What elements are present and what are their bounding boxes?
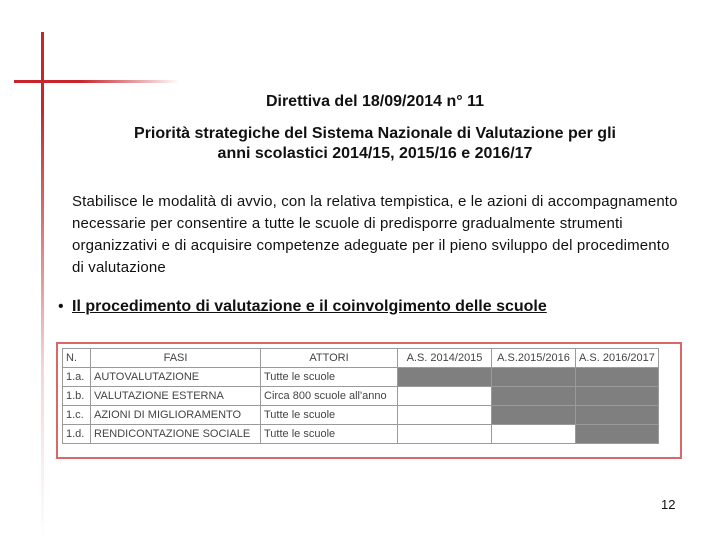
slide-subtitle: Priorità strategiche del Sistema Nazionale di Valutazione per gli anni scolastici 2014/15, 2015/16 e 2016/17 [134,125,616,162]
phases-table [62,348,659,444]
table-row [63,406,659,425]
row-phase: VALUTAZIONE ESTERNA [91,387,261,406]
table-header-row [63,349,659,368]
row-phase: RENDICONTAZIONE SOCIALE [91,425,261,444]
row-actors: Tutte le scuole [261,368,398,387]
phases-table-frame [56,342,682,459]
year-cell-2 [492,406,576,425]
row-actors: Circa 800 scuole all'anno [261,387,398,406]
decorative-horizontal-rule [14,80,180,83]
table-row [63,368,659,387]
year-cell-1 [398,406,492,425]
header-year-2016: A.S. 2016/2017 [576,349,659,368]
header-actors: ATTORI [261,349,398,368]
slide-title: Direttiva del 18/09/2014 n° 11 [265,93,485,110]
year-cell-3 [576,406,659,425]
header-number: N. [63,349,91,368]
year-cell-1 [398,368,492,387]
year-cell-1 [398,425,492,444]
year-cell-2 [492,387,576,406]
decorative-vertical-rule-fade [41,110,44,540]
row-number: 1.b. [63,387,91,406]
description-paragraph: Stabilisce le modalità di avvio, con la relativa tempistica, e le azioni di accompagnamento necessarie per consentire a tutte le scuole di predisporre gradualmente strumenti organizzativi e di acquisire competenze adeguate per il pieno sviluppo del procedimento di valutazione [72,193,678,276]
bullet-heading: Il procedimento di valutazione e il coinvolgimento delle scuole [72,298,547,315]
header-year-2014: A.S. 2014/2015 [398,349,492,368]
row-number: 1.c. [63,406,91,425]
table-row [63,387,659,406]
row-number: 1.d. [63,425,91,444]
row-phase: AZIONI DI MIGLIORAMENTO [91,406,261,425]
page-number: 12 [661,497,676,512]
header-phases: FASI [91,349,261,368]
year-cell-1 [398,387,492,406]
year-cell-2 [492,425,576,444]
table-row [63,425,659,444]
year-cell-3 [576,425,659,444]
row-actors: Tutte le scuole [261,406,398,425]
year-cell-3 [576,387,659,406]
bullet-item [58,298,547,316]
row-actors: Tutte le scuole [261,425,398,444]
bullet-marker: • [58,298,64,315]
year-cell-2 [492,368,576,387]
row-phase: AUTOVALUTAZIONE [91,368,261,387]
header-year-2015: A.S.2015/2016 [492,349,576,368]
year-cell-3 [576,368,659,387]
row-number: 1.a. [63,368,91,387]
